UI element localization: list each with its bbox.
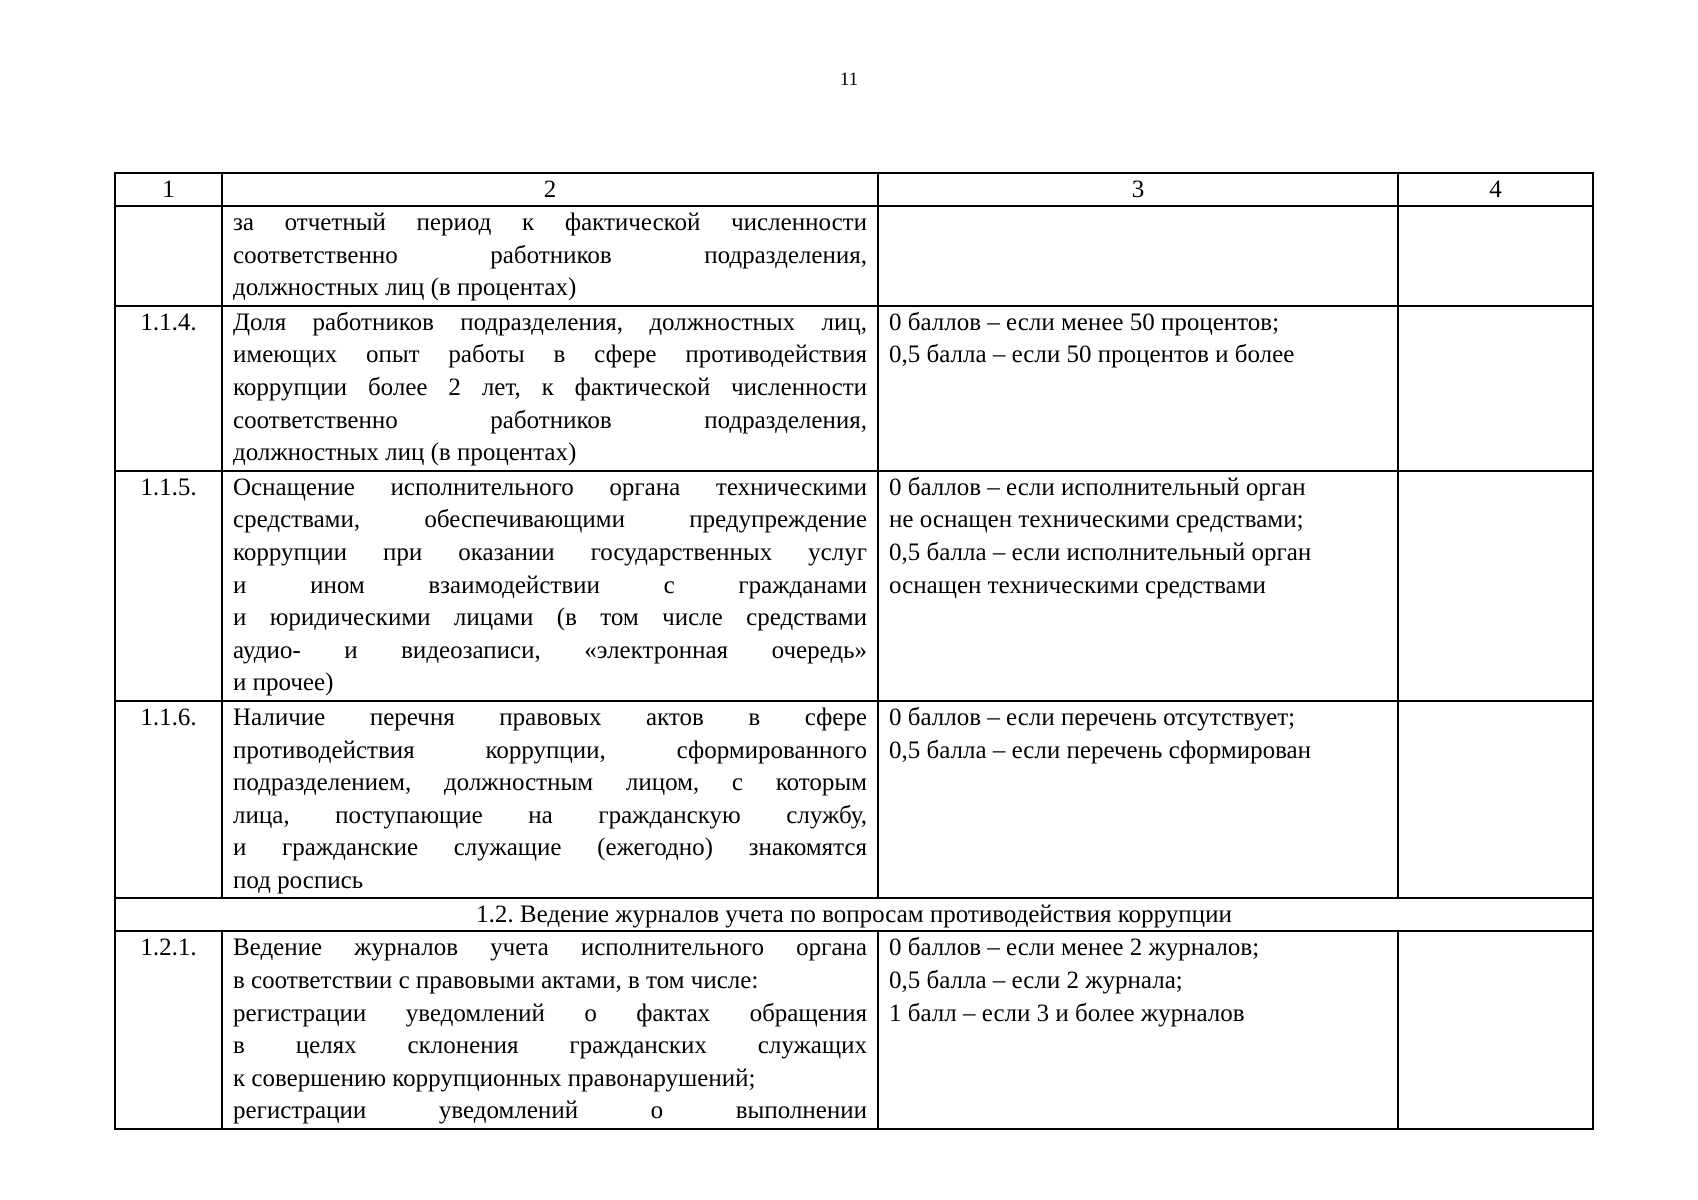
- description-line: подразделением, должностным лицом, с которым: [233, 769, 867, 797]
- description-line: под роспись: [233, 866, 364, 894]
- scoring-line: оснащен техническими средствами: [889, 571, 1266, 599]
- criterion-description: [222, 701, 878, 899]
- section-title: 1.2. Ведение журналов учета по вопросам противодействия коррупции: [115, 898, 1593, 931]
- row-number: [115, 206, 222, 306]
- scoring-line: 0 баллов – если менее 2 журналов;: [889, 934, 1260, 962]
- table-row: [115, 931, 1593, 1129]
- header-cell-4: 4: [1398, 173, 1593, 206]
- description-line: и ином взаимодействии с гражданами: [233, 571, 867, 599]
- description-line: Доля работников подразделения, должностных лиц,: [233, 308, 867, 336]
- table-row: [115, 306, 1593, 471]
- score-value: [1398, 931, 1593, 1129]
- table-header-row: [115, 173, 1593, 206]
- description-line: и прочее): [233, 669, 334, 697]
- scoring-rule: [878, 471, 1398, 701]
- scoring-line: 0 баллов – если перечень отсутствует;: [889, 703, 1296, 731]
- row-number: 1.2.1.: [115, 931, 222, 1129]
- description-line: противодействия коррупции, сформированного: [233, 736, 867, 764]
- description-line: соответственно работников подразделения,: [233, 241, 867, 269]
- table-row: [115, 206, 1593, 306]
- description-line: аудио- и видеозаписи, «электронная очередь»: [233, 636, 867, 664]
- scoring-line: 0 баллов – если исполнительный орган: [889, 473, 1306, 501]
- scoring-line: 0,5 балла – если 2 журнала;: [889, 967, 1183, 995]
- score-value: [1398, 701, 1593, 899]
- score-value: [1398, 306, 1593, 471]
- criterion-description: [222, 206, 878, 306]
- description-line: регистрации уведомлений о выполнении: [233, 1097, 867, 1125]
- description-line: средствами, обеспечивающими предупреждение: [233, 506, 867, 534]
- description-line: Наличие перечня правовых актов в сфере: [233, 703, 867, 731]
- description-line: Оснащение исполнительного органа техническими: [233, 473, 867, 501]
- scoring-line: 0,5 балла – если исполнительный орган: [889, 538, 1312, 566]
- row-number: 1.1.5.: [115, 471, 222, 701]
- description-line: соответственно работников подразделения,: [233, 406, 867, 434]
- description-line: в целях склонения гражданских служащих: [233, 1032, 867, 1060]
- row-number: 1.1.6.: [115, 701, 222, 899]
- page-number: 11: [839, 69, 859, 90]
- description-line: должностных лиц (в процентах): [233, 439, 577, 467]
- description-line: за отчетный период к фактической численности: [233, 209, 867, 236]
- description-line: и гражданские служащие (ежегодно) знакомятся: [233, 834, 867, 862]
- description-line: в соответствии с правовыми актами, в том числе:: [233, 967, 759, 995]
- scoring-line: 0,5 балла – если перечень сформирован: [889, 736, 1312, 764]
- header-cell-1: 1: [115, 173, 222, 206]
- description-line: должностных лиц (в процентах): [233, 274, 577, 302]
- header-cell-2: 2: [222, 173, 878, 206]
- scoring-line: 0 баллов – если менее 50 процентов;: [889, 308, 1280, 336]
- scoring-line: 0,5 балла – если 50 процентов и более: [889, 341, 1295, 369]
- scoring-rule: [878, 701, 1398, 899]
- score-value: [1398, 471, 1593, 701]
- criterion-description: [222, 931, 878, 1129]
- table-row: [115, 701, 1593, 899]
- scoring-rule: [878, 931, 1398, 1129]
- scoring-rule: [878, 306, 1398, 471]
- description-line: и юридическими лицами (в том числе средствами: [233, 604, 867, 632]
- criterion-description: [222, 306, 878, 471]
- description-line: коррупции при оказании государственных услуг: [233, 538, 867, 566]
- section-header-row: [115, 898, 1593, 931]
- scoring-rule: [878, 206, 1398, 306]
- scoring-line: 1 балл – если 3 и более журналов: [889, 999, 1245, 1027]
- description-line: лица, поступающие на гражданскую службу,: [233, 801, 867, 829]
- description-line: к совершению коррупционных правонарушений;: [233, 1064, 756, 1092]
- score-value: [1398, 206, 1593, 306]
- criteria-table: [114, 172, 1594, 1130]
- criterion-description: [222, 471, 878, 701]
- description-line: имеющих опыт работы в сфере противодействия: [233, 341, 867, 369]
- description-line: Ведение журналов учета исполнительного органа: [233, 934, 867, 962]
- scoring-line: не оснащен техническими средствами;: [889, 506, 1304, 534]
- table-row: [115, 471, 1593, 701]
- description-line: регистрации уведомлений о фактах обращения: [233, 999, 867, 1027]
- row-number: 1.1.4.: [115, 306, 222, 471]
- header-cell-3: 3: [878, 173, 1398, 206]
- description-line: коррупции более 2 лет, к фактической численности: [233, 373, 867, 401]
